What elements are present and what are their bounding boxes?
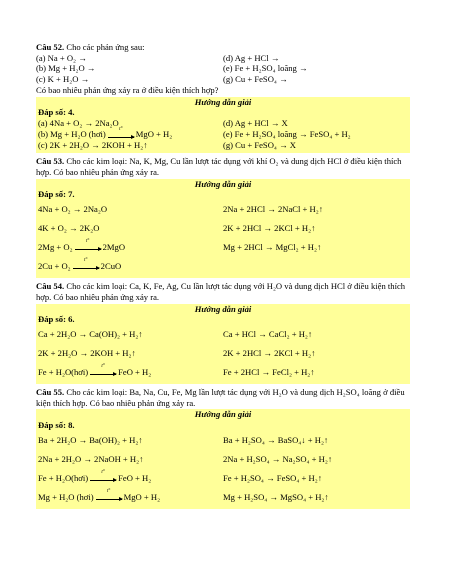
heat-arrow-icon <box>108 126 134 138</box>
equations-left <box>38 200 223 276</box>
answer: Đáp số: 6. <box>38 314 75 325</box>
answer: Đáp số: 7. <box>38 189 75 200</box>
equation: (e) Fe + H₂SO₄ loãng → FeSO₄ + H₂ <box>223 129 351 140</box>
equation <box>38 126 223 140</box>
equation: 2K + 2HCl → 2KCl + H₂↑ <box>223 223 316 234</box>
equation-left: Mg + H₂O (hơi) <box>38 492 94 503</box>
equations-right <box>223 200 408 276</box>
question-53 <box>36 156 410 177</box>
question-number: Câu 52. <box>36 42 65 52</box>
equation: Ba + H₂SO₄ → BaSO₄↓ + H₂↑ <box>223 435 329 446</box>
reaction-item: (c) K + H₂O → <box>36 74 90 85</box>
equation: 4K + O₂ → 2K₂O <box>38 223 100 234</box>
arrow-label: t° <box>106 488 111 494</box>
equation: (g) Cu + FeSO₄ → X <box>223 140 297 151</box>
equation-left: Fe + H₂O(hơi) <box>38 367 89 378</box>
equation: 2Na + 2H₂O → 2NaOH + H₂↑ <box>38 454 144 465</box>
equation <box>38 238 223 257</box>
solution-box <box>36 304 410 384</box>
solution-title: Hướng dẫn giải <box>194 303 252 314</box>
equation: Mg + 2HCl → MgCl₂ + H₂↑ <box>223 242 322 253</box>
equations-left <box>38 431 223 507</box>
answer: Đáp số: 8. <box>38 420 75 431</box>
arrow-label: t° <box>101 364 105 370</box>
equation-right: MgO + H₂ <box>123 492 161 503</box>
question-text: Cho các kim loại: Ba, Na, Cu, Fe, Mg lần lượt tác dụng với H₂O và dung dịch H₂SO₄ loãng ở điều kiện thích hợp. Có bao nhiêu phản ứng xảy ra. <box>36 387 405 408</box>
solution-title: Hướng dẫn giải <box>194 178 252 189</box>
equation: (a) 4Na + O₂ → 2Na₂O <box>38 118 119 129</box>
equation-left: Fe + H₂O(hơi) <box>38 473 89 484</box>
equation: Ba + 2H₂O → Ba(OH)₂ + H₂↑ <box>38 435 143 446</box>
equation: Fe + H₂SO₄ → FeSO₄ + H₂↑ <box>223 473 323 484</box>
equations-right <box>223 431 408 507</box>
reaction-row <box>36 63 410 74</box>
question-text: Cho các kim loại: Ca, K, Fe, Ag, Cu lần lượt tác dụng với H₂O và dung dịch HCl ở điều kiện thích hợp. Có bao nhiêu phản ứng xảy ra. <box>36 281 406 302</box>
equation: Ca + HCl → CaCl₂ + H₂↑ <box>223 329 313 340</box>
equation <box>38 363 223 382</box>
equation-right: MgO + H₂ <box>135 129 173 140</box>
heat-arrow-icon <box>75 239 101 250</box>
reaction-item: (a) Na + O₂ → <box>36 52 87 63</box>
equation <box>38 469 223 488</box>
arrow-label: t° <box>83 258 88 264</box>
equation-left: (b) Mg + H₂O (hơi) <box>38 129 106 140</box>
equations-left <box>38 325 223 382</box>
arrow-label: t° <box>85 239 90 245</box>
question-55 <box>36 387 410 408</box>
arrow-label: t° <box>101 469 105 475</box>
reaction-item: (b) Mg + H₂O → <box>36 63 96 74</box>
reaction-row <box>36 53 410 64</box>
equation-left: 2Mg + O₂ <box>38 242 73 253</box>
equation: 4Na + O₂ → 2Na₂O <box>38 204 108 215</box>
heat-arrow-icon <box>90 469 116 481</box>
document-page <box>36 42 410 512</box>
equation: 2K + 2H₂O → 2KOH + H₂↑ <box>38 348 136 359</box>
equations-right <box>223 325 408 382</box>
equation-right: 2CuO <box>100 261 122 272</box>
solution-box <box>36 409 410 508</box>
solution-box <box>36 97 410 153</box>
question-prompt: Có bao nhiêu phản ứng xảy ra ở điều kiện thích hợp? <box>36 84 219 95</box>
equation: Mg + H₂SO₄ → MgSO₄ + H₂↑ <box>223 492 329 503</box>
equation <box>38 257 223 276</box>
equation-right: FeO + H₂ <box>118 367 152 378</box>
question-number: Câu 54. <box>36 281 65 292</box>
equation: Fe + 2HCl → FeCl₂ + H₂↑ <box>223 367 315 378</box>
reaction-item: (d) Ag + HCl → <box>223 52 280 63</box>
arrow-label: t° <box>119 126 123 132</box>
equation: Ca + 2H₂O → Ca(OH)₂ + H₂↑ <box>38 329 143 340</box>
equation-left: 2Cu + O₂ <box>38 261 71 272</box>
reaction-row <box>36 74 410 85</box>
question-number: Câu 55. <box>36 387 65 398</box>
question-text: Cho các kim loại: Na, K, Mg, Cu lần lượt tác dụng với khí O₂ và dung dịch HCl ở điều kiện thích hợp. Có bao nhiêu phản ứng xảy ra. <box>36 156 402 177</box>
question-52 <box>36 42 410 53</box>
heat-arrow-icon <box>96 488 122 500</box>
equation-right: 2MgO <box>102 242 126 253</box>
equation <box>38 488 223 507</box>
question-text: Cho các phản ứng sau: <box>64 42 145 52</box>
equation-right: FeO + H₂ <box>118 473 152 484</box>
solution-title: Hướng dẫn giải <box>194 409 252 420</box>
answer: Đáp số: 4. <box>38 107 75 118</box>
reaction-item: (g) Cu + FeSO₄ → <box>223 74 288 85</box>
heat-arrow-icon <box>90 364 116 375</box>
equation: 2Na + 2HCl → 2NaCl + H₂↑ <box>223 204 324 215</box>
reaction-item: (e) Fe + H₂SO₄ loãng → <box>223 63 308 74</box>
equation: (d) Ag + HCl → X <box>223 118 288 129</box>
solution-title: Hướng dẫn giải <box>194 96 252 107</box>
equation: (c) 2K + 2H₂O → 2KOH + H₂↑ <box>38 140 148 151</box>
question-number: Câu 53. <box>36 156 65 167</box>
question-54 <box>36 281 410 302</box>
equation: 2Na + H₂SO₄ → Na₂SO₄ + H₂↑ <box>223 454 333 465</box>
solution-box <box>36 179 410 278</box>
heat-arrow-icon <box>73 258 99 269</box>
equation: 2K + 2HCl → 2KCl + H₂↑ <box>223 348 316 359</box>
